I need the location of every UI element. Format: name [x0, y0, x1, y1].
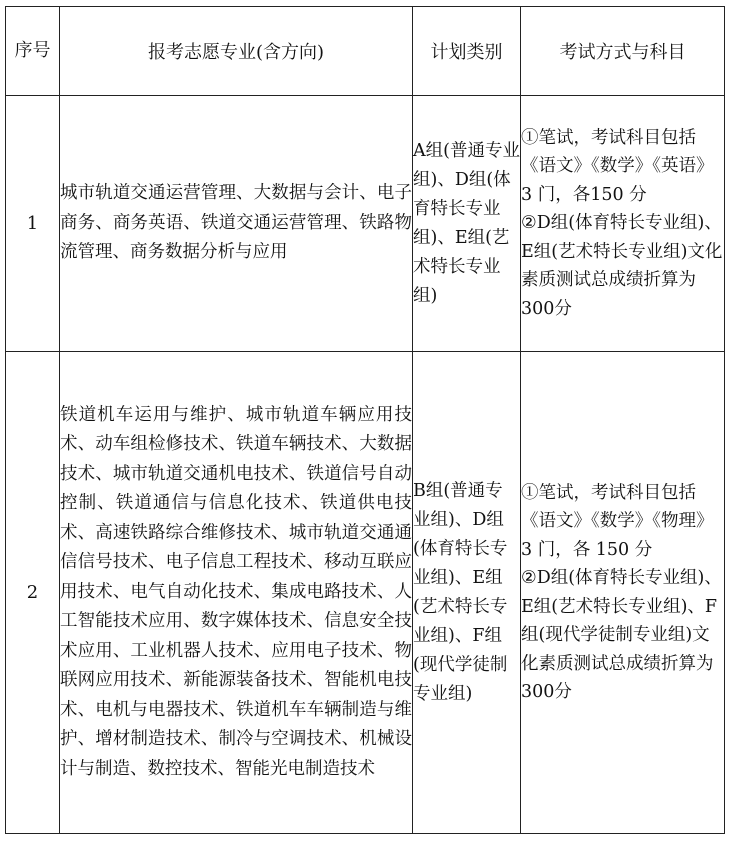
header-exam: 考试方式与科目	[521, 7, 725, 96]
table-row	[6, 96, 725, 352]
row-major: 铁道机车运用与维护、城市轨道车辆应用技术、动车组检修技术、铁道车辆技术、大数据技术、城市轨道交通机电技术、铁道信号自动控制、铁道通信与信息化技术、铁道供电技术、高速铁路综合维修技术、城市轨道交通通信信号技术、电子信息工程技术、移动互联应用技术、电气自动化技术、集成电路技术、人工智能技术应用、数字媒体技术、信息安全技术应用、工业机器人技术、应用电子技术、物联网应用技术、新能源装备技术、智能机电技术、电机与电器技术、铁道机车车辆制造与维护、增材制造技术、制冷与空调技术、机械设计与制造、数控技术、智能光电制造技术	[60, 352, 413, 834]
exam-line: ②D组(体育特长专业组)、E组(艺术特长专业组)文化素质测试总成绩折算为300分	[521, 213, 723, 319]
exam-line: ①笔试，考试科目包括《语文》《数学》《物理》3 门，各 150 分	[521, 482, 714, 560]
admission-table	[5, 6, 725, 834]
header-index: 序号	[6, 7, 60, 96]
exam-line: ②D组(体育特长专业组)、E组(艺术特长专业组)、F组(现代学徒制专业组)文化素质测试总成绩折算为300分	[521, 568, 722, 702]
row-exam	[521, 352, 725, 834]
header-row	[6, 7, 725, 96]
header-plan: 计划类别	[413, 7, 521, 96]
row-index: 1	[6, 96, 60, 352]
exam-line: ①笔试，考试科目包括《语文》《数学》《英语》3 门，各150 分	[521, 127, 714, 205]
row-major: 城市轨道交通运营管理、大数据与会计、电子商务、商务英语、铁道交通运营管理、铁路物流管理、商务数据分析与应用	[60, 96, 413, 352]
row-plan: B组(普通专业组)、D组(体育特长专业组)、E组(艺术特长专业组)、F组(现代学徒制专业组)	[413, 352, 521, 834]
header-major: 报考志愿专业(含方向)	[60, 7, 413, 96]
row-exam	[521, 96, 725, 352]
row-index: 2	[6, 352, 60, 834]
row-plan: A组(普通专业组)、D组(体育特长专业组)、E组(艺术特长专业组)	[413, 96, 521, 352]
table-row	[6, 352, 725, 834]
